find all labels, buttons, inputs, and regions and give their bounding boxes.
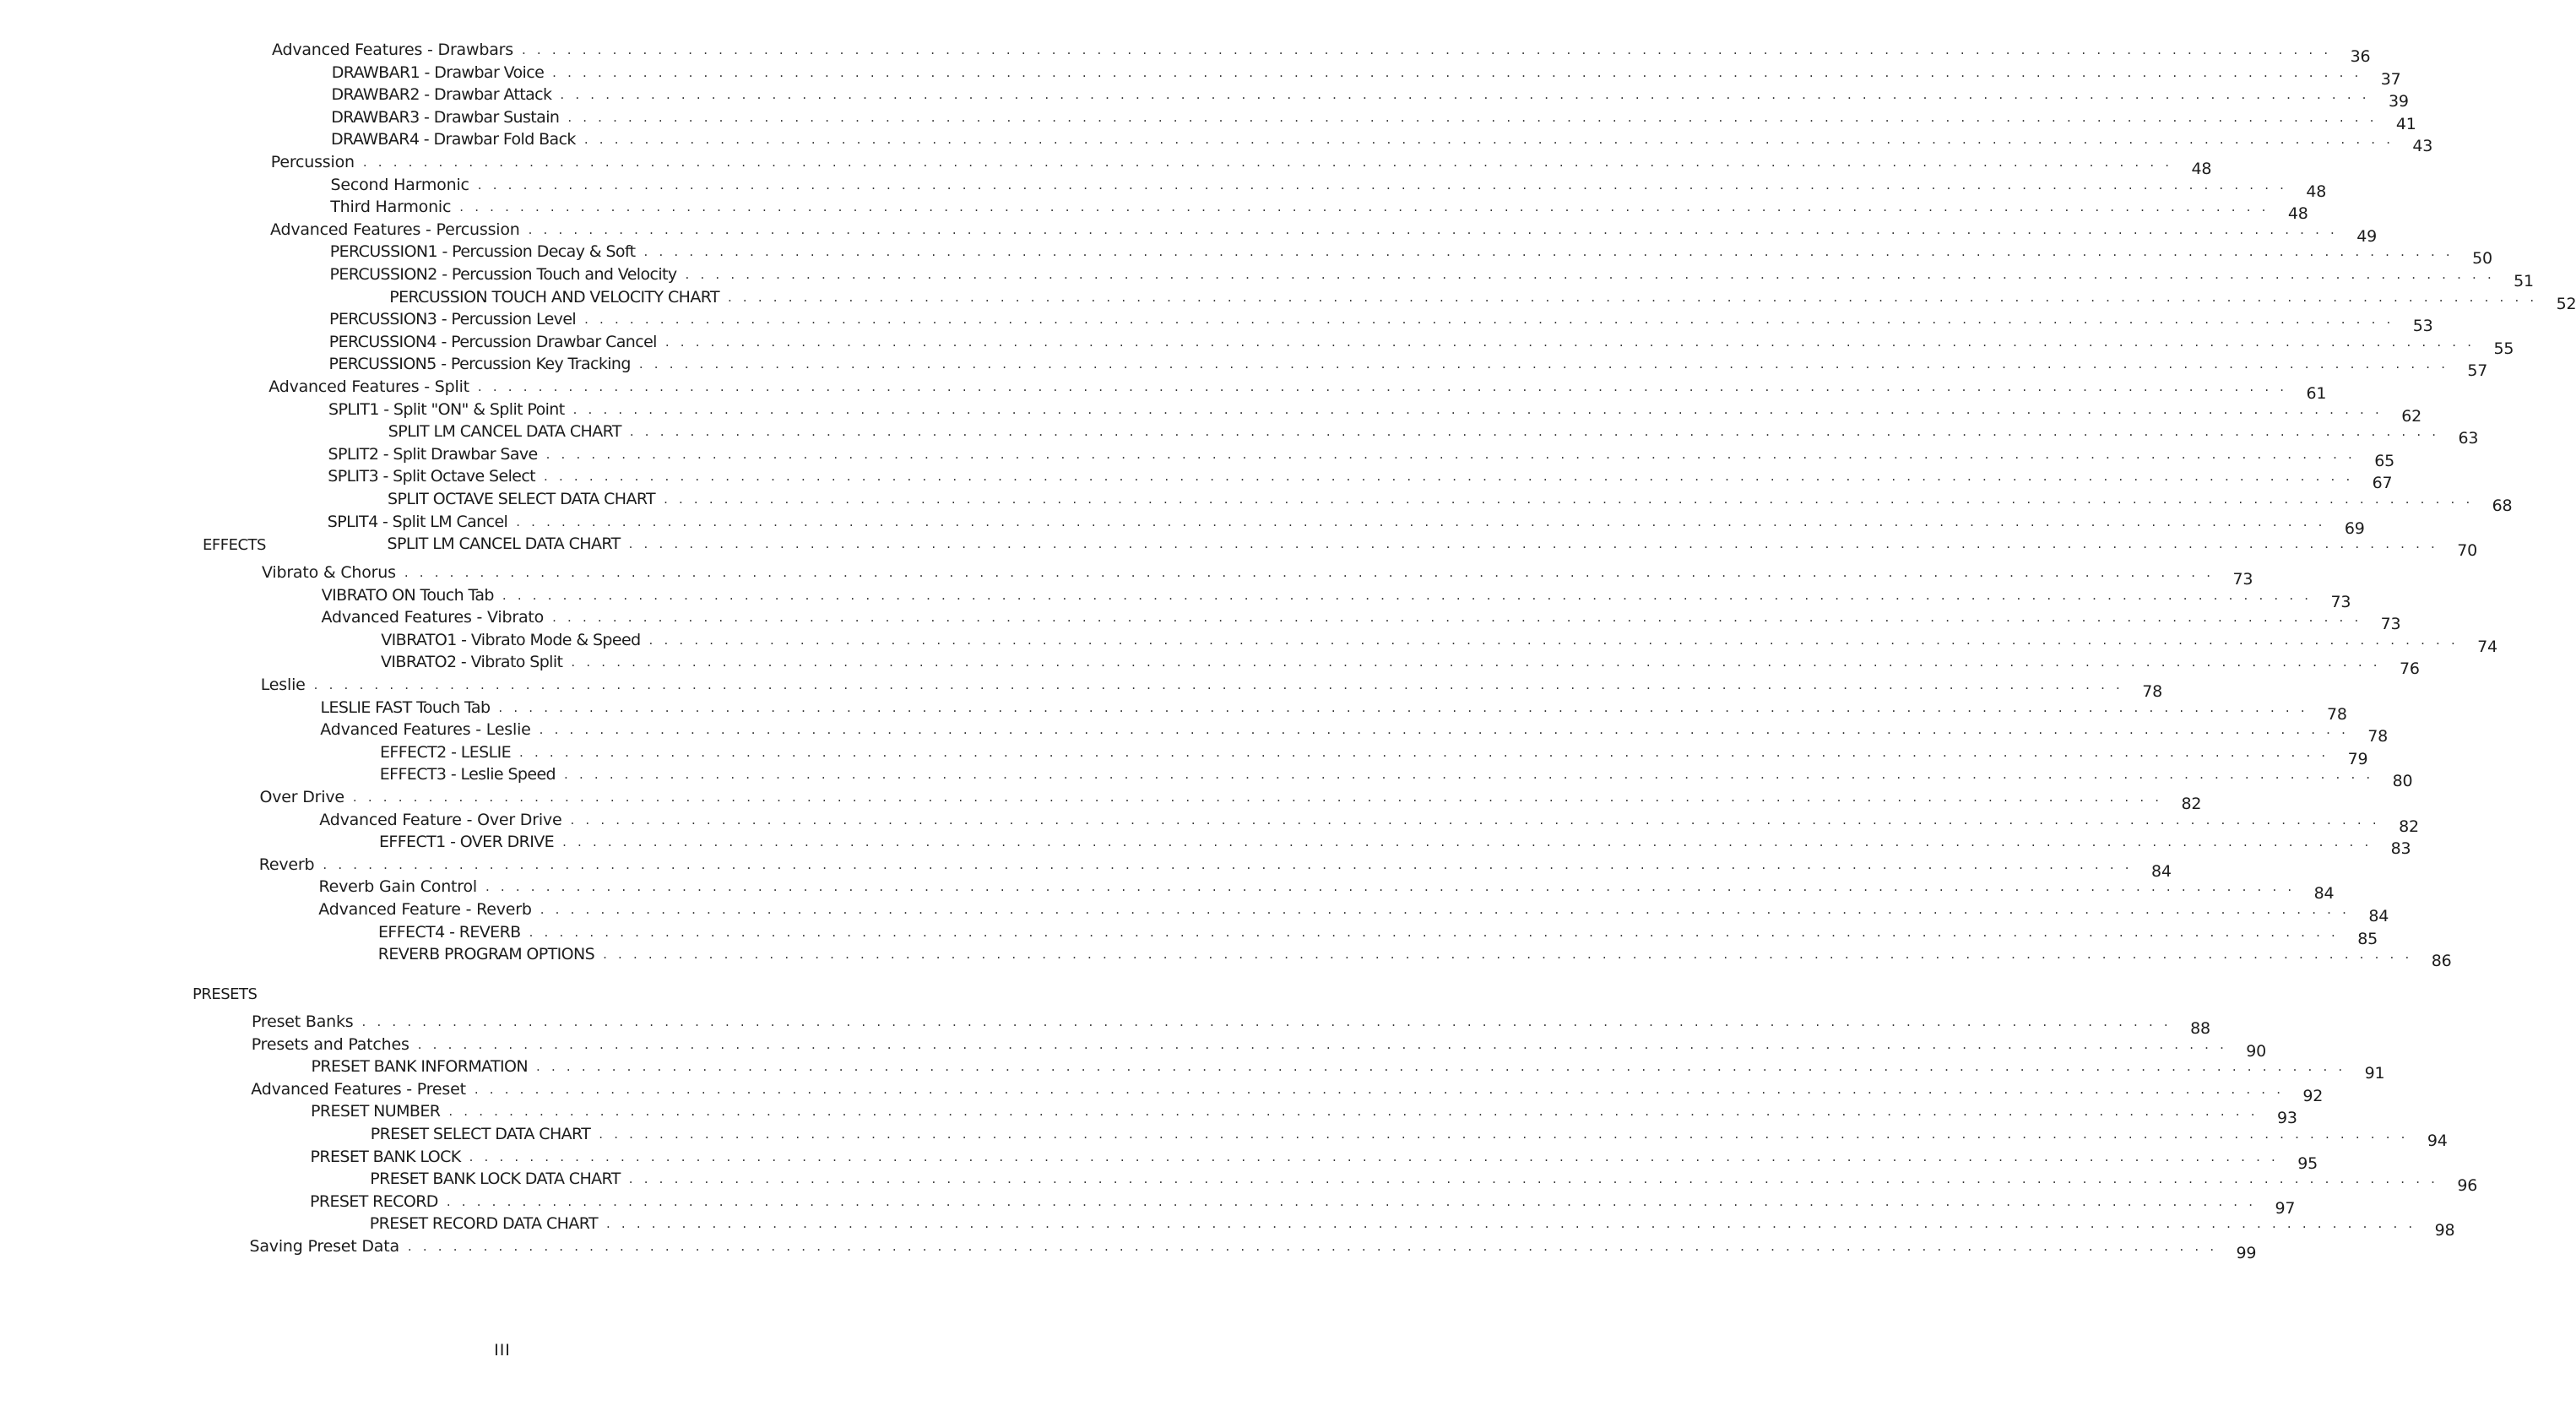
- toc-entry-label: SPLIT1 - Split "ON" & Split Point: [328, 399, 565, 419]
- dot-leader: . . . . . . . . . . . . . . . . . . . . . . . . . . . . . . . . . . . . . . . . . . . . . . . . . . . . . . . . . . . . . . . . . . . . . . . . . . . . . . . . . . . . . . . . . . . . . . . . . . . . . . . . . . . . . . . . . . . . . . . .: [477, 176, 2288, 193]
- toc-entry-label: SPLIT2 - Split Drawbar Save: [328, 444, 538, 464]
- toc-entry-page: 74: [2477, 637, 2497, 656]
- dot-leader: . . . . . . . . . . . . . . . . . . . . . . . . . . . . . . . . . . . . . . . . . . . . . . . . . . . . . . . . . . . . . . . . . . . . . . . . . . . . . . . . . . . . . . . . . . . . . . . . . . . . . . . . . . . . . . . . . . . . . . . .: [362, 155, 2173, 170]
- dot-leader: . . . . . . . . . . . . . . . . . . . . . . . . . . . . . . . . . . . . . . . . . . . . . . . . . . . . . . . . . . . . . . . . . . . . . . . . . . . . . . . . . . . . . . . . . . . . . . . . . . . . . . . . . . . . . . . . . . . . . . . .: [502, 587, 2313, 603]
- toc-entry-label: SPLIT3 - Split Octave Select: [328, 467, 536, 486]
- dot-leader: . . . . . . . . . . . . . . . . . . . . . . . . . . . . . . . . . . . . . . . . . . . . . . . . . . . . . . . . . . . . . . . . . . . . . . . . . . . . . . . . . . . . . . . . . . . . . . . . . . . . . . . . . . . . . . . . . . . . . . . .: [664, 491, 2474, 507]
- dot-leader: . . . . . . . . . . . . . . . . . . . . . . . . . . . . . . . . . . . . . . . . . . . . . . . . . . . . . . . . . . . . . . . . . . . . . . . . . . . . . . . . . . . . . . . . . . . . . . . . . . . . . . . . . . . . . . . . . . . . . . . .: [628, 1171, 2439, 1187]
- toc-entry-label: SPLIT LM CANCEL DATA CHART: [388, 422, 621, 442]
- toc-entry-page: 48: [2287, 204, 2308, 224]
- toc-entry-page: 68: [2492, 497, 2513, 515]
- dot-leader: . . . . . . . . . . . . . . . . . . . . . . . . . . . . . . . . . . . . . . . . . . . . . . . . . . . . . . . . . . . . . . . . . . . . . . . . . . . . . . . . . . . . . . . . . . . . . . . . . . . . . . . . . . . . . . . . . . . . . . . .: [629, 424, 2440, 440]
- dot-leader: . . . . . . . . . . . . . . . . . . . . . . . . . . . . . . . . . . . . . . . . . . . . . . . . . . . . . . . . . . . . . . . . . . . . . . . . . . . . . . . . . . . . . . . . . . . . . . . . . . . . . . . . . . . . . . . . . . . . . . . .: [516, 513, 2326, 529]
- toc-entry[interactable]: [310, 1189, 2296, 1218]
- toc-entry-label: PERCUSSION2 - Percussion Touch and Velocity: [329, 265, 677, 284]
- toc-entry-page: 55: [2493, 339, 2514, 358]
- toc-entry[interactable]: [252, 1009, 2210, 1038]
- toc-entry-label: SPLIT OCTAVE SELECT DATA CHART: [388, 490, 656, 508]
- toc-entry-page: 48: [2306, 182, 2327, 201]
- toc-entry-page: 50: [2472, 249, 2492, 269]
- toc-entry-page: 43: [2412, 137, 2433, 156]
- dot-leader: . . . . . . . . . . . . . . . . . . . . . . . . . . . . . . . . . . . . . . . . . . . . . . . . . . . . . . . . . . . . . . . . . . . . . . . . . . . . . . . . . . . . . . . . . . . . . . . . . . . . . . . . . . . . . . . . . . . . . . . .: [521, 42, 2332, 57]
- toc-entry-label: EFFECT3 - Leslie Speed: [379, 765, 556, 784]
- toc-entry-page: 83: [2390, 839, 2411, 859]
- toc-entry-page: 84: [2368, 907, 2389, 925]
- toc-entry[interactable]: [327, 509, 2365, 538]
- dot-leader: . . . . . . . . . . . . . . . . . . . . . . . . . . . . . . . . . . . . . . . . . . . . . . . . . . . . . . . . . . . . . . . . . . . . . . . . . . . . . . . . . . . . . . . . . . . . . . . . . . . . . . . . . . . . . . . . . . . . . . . .: [459, 199, 2270, 215]
- toc-entry-page: 78: [2142, 682, 2163, 701]
- dot-leader: . . . . . . . . . . . . . . . . . . . . . . . . . . . . . . . . . . . . . . . . . . . . . . . . . . . . . . . . . . . . . . . . . . . . . . . . . . . . . . . . . . . . . . . . . . . . . . . . . . . . . . . . . . . . . . . . . . . . . . . .: [727, 289, 2538, 305]
- toc-entry-page: 82: [2399, 817, 2419, 836]
- toc-entry[interactable]: [370, 1166, 2478, 1196]
- toc-entry[interactable]: [329, 262, 2534, 290]
- toc-entry[interactable]: [369, 1211, 2455, 1240]
- toc-entry-page: 88: [2190, 1019, 2210, 1038]
- dot-leader: . . . . . . . . . . . . . . . . . . . . . . . . . . . . . . . . . . . . . . . . . . . . . . . . . . . . . . . . . . . . . . . . . . . . . . . . . . . . . . . . . . . . . . . . . . . . . . . . . . . . . . . . . . . . . . . . . . . . . . . .: [560, 87, 2370, 103]
- toc-entry[interactable]: [331, 60, 2401, 89]
- dot-leader: . . . . . . . . . . . . . . . . . . . . . . . . . . . . . . . . . . . . . . . . . . . . . . . . . . . . . . . . . . . . . . . . . . . . . . . . . . . . . . . . . . . . . . . . . . . . . . . . . . . . . . . . . . . . . . . . . . . . . . . .: [545, 446, 2356, 462]
- dot-leader: . . . . . . . . . . . . . . . . . . . . . . . . . . . . . . . . . . . . . . . . . . . . . . . . . . . . . . . . . . . . . . . . . . . . . . . . . . . . . . . . . . . . . . . . . . . . . . . . . . . . . . . . . . . . . . . . . . . . . . . .: [562, 834, 2373, 850]
- dot-leader: . . . . . . . . . . . . . . . . . . . . . . . . . . . . . . . . . . . . . . . . . . . . . . . . . . . . . . . . . . . . . . . . . . . . . . . . . . . . . . . . . . . . . . . . . . . . . . . . . . . . . . . . . . . . . . . . . . . . . . . .: [599, 1126, 2409, 1142]
- dot-leader: . . . . . . . . . . . . . . . . . . . . . . . . . . . . . . . . . . . . . . . . . . . . . . . . . . . . . . . . . . . . . . . . . . . . . . . . . . . . . . . . . . . . . . . . . . . . . . . . . . . . . . . . . . . . . . . . . . . . . . . .: [606, 1216, 2416, 1232]
- toc-entry-page: 39: [2389, 92, 2409, 111]
- dot-leader: . . . . . . . . . . . . . . . . . . . . . . . . . . . . . . . . . . . . . . . . . . . . . . . . . . . . . . . . . . . . . . . . . . . . . . . . . . . . . . . . . . . . . . . . . . . . . . . . . . . . . . . . . . . . . . . . . . . . . . . .: [528, 221, 2338, 237]
- toc-entry-label: DRAWBAR2 - Drawbar Attack: [331, 85, 552, 105]
- toc-entry-page: 63: [2458, 429, 2479, 448]
- toc-entry[interactable]: [330, 194, 2308, 224]
- toc-entry[interactable]: [380, 740, 2368, 768]
- toc-entry[interactable]: [370, 1121, 2448, 1150]
- dot-leader: . . . . . . . . . . . . . . . . . . . . . . . . . . . . . . . . . . . . . . . . . . . . . . . . . . . . . . . . . . . . . . . . . . . . . . . . . . . . . . . . . . . . . . . . . . . . . . . . . . . . . . . . . . . . . . . . . . . . . . . .: [417, 1036, 2228, 1052]
- dot-leader: . . . . . . . . . . . . . . . . . . . . . . . . . . . . . . . . . . . . . . . . . . . . . . . . . . . . . . . . . . . . . . . . . . . . . . . . . . . . . . . . . . . . . . . . . . . . . . . . . . . . . . . . . . . . . . . . . . . . . . . .: [407, 1239, 2218, 1254]
- toc-entry-page: 78: [2367, 727, 2389, 746]
- toc-entry[interactable]: [381, 649, 2420, 679]
- toc-entry-label: Advanced Features - Preset: [251, 1079, 466, 1099]
- toc-entry-label: Presets and Patches: [251, 1034, 409, 1054]
- toc-entry-label: PERCUSSION1 - Percussion Decay & Soft: [329, 242, 636, 262]
- toc-entry-label: LESLIE FAST Touch Tab: [320, 697, 491, 717]
- toc-entry[interactable]: [268, 374, 2327, 403]
- toc-entry-label: PERCUSSION5 - Percussion Key Tracking: [328, 355, 631, 374]
- toc-entry-page: 91: [2364, 1064, 2385, 1083]
- toc-entry-label: DRAWBAR1 - Drawbar Voice: [331, 62, 545, 82]
- toc-entry-page: 65: [2374, 451, 2394, 470]
- dot-leader: . . . . . . . . . . . . . . . . . . . . . . . . . . . . . . . . . . . . . . . . . . . . . . . . . . . . . . . . . . . . . . . . . . . . . . . . . . . . . . . . . . . . . . . . . . . . . . . . . . . . . . . . . . . . . . . . . . . . . . . .: [685, 267, 2495, 282]
- toc-entry-label: Advanced Features - Leslie: [320, 720, 531, 740]
- toc-entry-page: 51: [2514, 272, 2534, 290]
- dot-leader: . . . . . . . . . . . . . . . . . . . . . . . . . . . . . . . . . . . . . . . . . . . . . . . . . . . . . . . . . . . . . . . . . . . . . . . . . . . . . . . . . . . . . . . . . . . . . . . . . . . . . . . . . . . . . . . . . . . . . . . .: [474, 1081, 2285, 1097]
- toc-entry-page: 41: [2395, 114, 2416, 133]
- dot-leader: . . . . . . . . . . . . . . . . . . . . . . . . . . . . . . . . . . . . . . . . . . . . . . . . . . . . . . . . . . . . . . . . . . . . . . . . . . . . . . . . . . . . . . . . . . . . . . . . . . . . . . . . . . . . . . . . . . . . . . . .: [567, 109, 2378, 125]
- dot-leader: . . . . . . . . . . . . . . . . . . . . . . . . . . . . . . . . . . . . . . . . . . . . . . . . . . . . . . . . . . . . . . . . . . . . . . . . . . . . . . . . . . . . . . . . . . . . . . . . . . . . . . . . . . . . . . . . . . . . . . . .: [603, 947, 2413, 963]
- toc-entry-label: Over Drive: [259, 788, 344, 806]
- toc-entry[interactable]: [328, 464, 2393, 493]
- toc-entry[interactable]: [318, 874, 2335, 904]
- dot-leader: . . . . . . . . . . . . . . . . . . . . . . . . . . . . . . . . . . . . . . . . . . . . . . . . . . . . . . . . . . . . . . . . . . . . . . . . . . . . . . . . . . . . . . . . . . . . . . . . . . . . . . . . . . . . . . . . . . . . . . . .: [536, 1059, 2346, 1075]
- toc-entry-label: EFFECT4 - REVERB: [378, 922, 521, 942]
- toc-entry[interactable]: [387, 531, 2477, 561]
- toc-entry[interactable]: [388, 486, 2513, 515]
- dot-leader: . . . . . . . . . . . . . . . . . . . . . . . . . . . . . . . . . . . . . . . . . . . . . . . . . . . . . . . . . . . . . . . . . . . . . . . . . . . . . . . . . . . . . . . . . . . . . . . . . . . . . . . . . . . . . . . . . . . . . . . .: [570, 811, 2380, 828]
- toc-entry-page: 37: [2380, 69, 2401, 89]
- toc-entry[interactable]: [377, 942, 2452, 971]
- section-heading: PRESETS: [193, 985, 258, 1003]
- toc-entry[interactable]: [330, 172, 2327, 201]
- toc-entry-label: PRESET SELECT DATA CHART: [370, 1125, 591, 1143]
- toc-entry[interactable]: [389, 285, 2576, 313]
- toc-entry-page: 36: [2350, 47, 2371, 66]
- dot-leader: . . . . . . . . . . . . . . . . . . . . . . . . . . . . . . . . . . . . . . . . . . . . . . . . . . . . . . . . . . . . . . . . . . . . . . . . . . . . . . . . . . . . . . . . . . . . . . . . . . . . . . . . . . . . . . . . . . . . . . . .: [628, 536, 2438, 552]
- dot-leader: . . . . . . . . . . . . . . . . . . . . . . . . . . . . . . . . . . . . . . . . . . . . . . . . . . . . . . . . . . . . . . . . . . . . . . . . . . . . . . . . . . . . . . . . . . . . . . . . . . . . . . . . . . . . . . . . . . . . . . . .: [664, 334, 2476, 350]
- toc-entry-label: Advanced Feature - Reverb: [318, 900, 532, 919]
- dot-leader: . . . . . . . . . . . . . . . . . . . . . . . . . . . . . . . . . . . . . . . . . . . . . . . . . . . . . . . . . . . . . . . . . . . . . . . . . . . . . . . . . . . . . . . . . . . . . . . . . . . . . . . . . . . . . . . . . . . . . . . .: [540, 902, 2351, 917]
- toc-entry[interactable]: [251, 1032, 2267, 1061]
- toc-entry-label: EFFECT2 - LESLIE: [380, 742, 512, 762]
- toc-entry[interactable]: [331, 127, 2433, 156]
- toc-entry-page: 96: [2457, 1176, 2478, 1196]
- toc-entry-label: SPLIT4 - Split LM Cancel: [327, 512, 508, 531]
- toc-entry[interactable]: [311, 1099, 2297, 1128]
- toc-entry-label: Saving Preset Data: [249, 1237, 399, 1256]
- toc-entry[interactable]: [270, 217, 2377, 246]
- toc-entry-page: 97: [2275, 1198, 2296, 1218]
- toc-entry-page: 85: [2357, 929, 2378, 948]
- toc-entry-label: VIBRATO1 - Vibrato Mode & Speed: [381, 630, 641, 649]
- toc-entry-page: 79: [2347, 749, 2368, 768]
- toc-entry[interactable]: [331, 82, 2409, 111]
- toc-entry-page: 52: [2556, 294, 2576, 313]
- toc-entry-page: 92: [2302, 1086, 2324, 1105]
- toc-entry[interactable]: [251, 1077, 2324, 1105]
- toc-entry-label: REVERB PROGRAM OPTIONS: [377, 945, 595, 964]
- toc-entry-label: PRESET BANK INFORMATION: [311, 1057, 529, 1077]
- toc-entry-page: 93: [2276, 1109, 2297, 1128]
- toc-entry[interactable]: [321, 605, 2401, 634]
- toc-entry[interactable]: [310, 1144, 2318, 1173]
- toc-entry[interactable]: [311, 1054, 2385, 1083]
- toc-entry[interactable]: [319, 807, 2419, 836]
- toc-entry[interactable]: [331, 105, 2416, 133]
- toc-entry-label: PERCUSSION4 - Percussion Drawbar Cancel: [328, 332, 657, 351]
- toc-entry-label: Leslie: [260, 676, 306, 694]
- toc-entry-label: Reverb Gain Control: [318, 877, 477, 897]
- toc-entry-page: 94: [2427, 1132, 2448, 1150]
- toc-entry-page: 76: [2400, 659, 2420, 679]
- toc-entry[interactable]: [329, 239, 2492, 269]
- toc-entry-page: 84: [2313, 884, 2335, 904]
- toc-entry-page: 84: [2151, 861, 2172, 881]
- toc-entry-label: Advanced Features - Percussion: [270, 220, 520, 239]
- dot-leader: . . . . . . . . . . . . . . . . . . . . . . . . . . . . . . . . . . . . . . . . . . . . . . . . . . . . . . . . . . . . . . . . . . . . . . . . . . . . . . . . . . . . . . . . . . . . . . . . . . . . . . . . . . . . . . . . . . . . . . . .: [564, 767, 2374, 783]
- toc-entry-label: VIBRATO2 - Vibrato Split: [381, 653, 563, 672]
- dot-leader: . . . . . . . . . . . . . . . . . . . . . . . . . . . . . . . . . . . . . . . . . . . . . . . . . . . . . . . . . . . . . . . . . . . . . . . . . . . . . . . . . . . . . . . . . . . . . . . . . . . . . . . . . . . . . . . . . . . . . . . .: [583, 132, 2394, 148]
- dot-leader: . . . . . . . . . . . . . . . . . . . . . . . . . . . . . . . . . . . . . . . . . . . . . . . . . . . . . . . . . . . . . . . . . . . . . . . . . . . . . . . . . . . . . . . . . . . . . . . . . . . . . . . . . . . . . . . . . . . . . . . .: [571, 654, 2381, 670]
- toc-entry[interactable]: [388, 419, 2479, 448]
- toc-entry-label: PERCUSSION TOUCH AND VELOCITY CHART: [389, 287, 719, 307]
- toc-entry-label: Preset Banks: [252, 1012, 354, 1031]
- toc-entry[interactable]: [260, 672, 2163, 701]
- toc-entry[interactable]: [379, 762, 2413, 791]
- dot-leader: . . . . . . . . . . . . . . . . . . . . . . . . . . . . . . . . . . . . . . . . . . . . . . . . . . . . . . . . . . . . . . . . . . . . . . . . . . . . . . . . . . . . . . . . . . . . . . . . . . . . . . . . . . . . . . . . . . . . . . . .: [643, 244, 2454, 260]
- toc-entry[interactable]: [328, 397, 2421, 426]
- toc-entry-page: 73: [2380, 615, 2401, 634]
- toc-entry-label: PRESET RECORD DATA CHART: [369, 1214, 598, 1234]
- toc-entry-label: PRESET BANK LOCK DATA CHART: [370, 1170, 621, 1189]
- toc-entry-label: Third Harmonic: [330, 198, 452, 217]
- toc-entry-label: Advanced Features - Split: [268, 377, 469, 396]
- toc-entry[interactable]: [249, 1234, 2257, 1262]
- dot-leader: . . . . . . . . . . . . . . . . . . . . . . . . . . . . . . . . . . . . . . . . . . . . . . . . . . . . . . . . . . . . . . . . . . . . . . . . . . . . . . . . . . . . . . . . . . . . . . . . . . . . . . . . . . . . . . . . . . . . . . . .: [584, 312, 2394, 328]
- toc-entry[interactable]: [318, 897, 2389, 925]
- toc-entry-label: Reverb: [258, 855, 315, 874]
- toc-entry[interactable]: [259, 784, 2202, 813]
- toc-entry-page: 62: [2401, 406, 2421, 426]
- toc-entry-label: EFFECT1 - OVER DRIVE: [379, 833, 555, 852]
- toc-entry-label: PERCUSSION3 - Percussion Level: [329, 310, 577, 329]
- dot-leader: . . . . . . . . . . . . . . . . . . . . . . . . . . . . . . . . . . . . . . . . . . . . . . . . . . . . . . . . . . . . . . . . . . . . . . . . . . . . . . . . . . . . . . . . . . . . . . . . . . . . . . . . . . . . . . . . . . . . . . . .: [552, 610, 2362, 626]
- toc-entry-label: PRESET RECORD: [310, 1191, 438, 1211]
- toc-entry[interactable]: [270, 149, 2212, 178]
- toc-entry[interactable]: [328, 351, 2488, 381]
- toc-entry-label: PRESET BANK LOCK: [310, 1147, 461, 1166]
- toc-entry-label: DRAWBAR3 - Drawbar Sustain: [331, 107, 560, 127]
- toc-entry-page: 73: [2330, 592, 2351, 611]
- toc-entry[interactable]: [328, 329, 2514, 358]
- toc-entry-page: 98: [2434, 1221, 2455, 1240]
- dot-leader: . . . . . . . . . . . . . . . . . . . . . . . . . . . . . . . . . . . . . . . . . . . . . . . . . . . . . . . . . . . . . . . . . . . . . . . . . . . . . . . . . . . . . . . . . . . . . . . . . . . . . . . . . . . . . . . . . . . . . . . .: [469, 1148, 2279, 1164]
- dot-leader: . . . . . . . . . . . . . . . . . . . . . . . . . . . . . . . . . . . . . . . . . . . . . . . . . . . . . . . . . . . . . . . . . . . . . . . . . . . . . . . . . . . . . . . . . . . . . . . . . . . . . . . . . . . . . . . . . . . . . . . .: [448, 1104, 2259, 1120]
- dot-leader: . . . . . . . . . . . . . . . . . . . . . . . . . . . . . . . . . . . . . . . . . . . . . . . . . . . . . . . . . . . . . . . . . . . . . . . . . . . . . . . . . . . . . . . . . . . . . . . . . . . . . . . . . . . . . . . . . . . . . . . .: [477, 379, 2288, 394]
- dot-leader: . . . . . . . . . . . . . . . . . . . . . . . . . . . . . . . . . . . . . . . . . . . . . . . . . . . . . . . . . . . . . . . . . . . . . . . . . . . . . . . . . . . . . . . . . . . . . . . . . . . . . . . . . . . . . . . . . . . . . . . .: [529, 924, 2339, 940]
- toc-entry-page: 73: [2232, 570, 2253, 589]
- toc-entry-page: 82: [2181, 795, 2202, 813]
- toc-entry-label: SPLIT LM CANCEL DATA CHART: [387, 535, 621, 554]
- toc-entry-label: DRAWBAR4 - Drawbar Fold Back: [331, 130, 576, 149]
- dot-leader: . . . . . . . . . . . . . . . . . . . . . . . . . . . . . . . . . . . . . . . . . . . . . . . . . . . . . . . . . . . . . . . . . . . . . . . . . . . . . . . . . . . . . . . . . . . . . . . . . . . . . . . . . . . . . . . . . . . . . . . .: [485, 879, 2296, 895]
- toc-entry-page: 53: [2412, 317, 2433, 336]
- toc-entry[interactable]: [320, 695, 2347, 724]
- dot-leader: . . . . . . . . . . . . . . . . . . . . . . . . . . . . . . . . . . . . . . . . . . . . . . . . . . . . . . . . . . . . . . . . . . . . . . . . . . . . . . . . . . . . . . . . . . . . . . . . . . . . . . . . . . . . . . . . . . . . . . . .: [404, 565, 2215, 580]
- section-heading: EFFECTS: [203, 536, 266, 554]
- toc-entry[interactable]: [272, 37, 2371, 66]
- toc-entry[interactable]: [258, 852, 2172, 881]
- toc-entry-page: 80: [2392, 772, 2413, 791]
- toc-entry[interactable]: [381, 627, 2497, 656]
- dot-leader: . . . . . . . . . . . . . . . . . . . . . . . . . . . . . . . . . . . . . . . . . . . . . . . . . . . . . . . . . . . . . . . . . . . . . . . . . . . . . . . . . . . . . . . . . . . . . . . . . . . . . . . . . . . . . . . . . . . . . . . .: [446, 1193, 2257, 1209]
- toc-entry[interactable]: [379, 829, 2411, 859]
- toc-entry-page: 95: [2297, 1153, 2318, 1173]
- toc-entry[interactable]: [378, 920, 2378, 948]
- dot-leader: . . . . . . . . . . . . . . . . . . . . . . . . . . . . . . . . . . . . . . . . . . . . . . . . . . . . . . . . . . . . . . . . . . . . . . . . . . . . . . . . . . . . . . . . . . . . . . . . . . . . . . . . . . . . . . . . . . . . . . . .: [552, 64, 2362, 80]
- dot-leader: . . . . . . . . . . . . . . . . . . . . . . . . . . . . . . . . . . . . . . . . . . . . . . . . . . . . . . . . . . . . . . . . . . . . . . . . . . . . . . . . . . . . . . . . . . . . . . . . . . . . . . . . . . . . . . . . . . . . . . . .: [323, 856, 2133, 872]
- toc-entry-label: Advanced Feature - Over Drive: [319, 810, 562, 829]
- dot-leader: . . . . . . . . . . . . . . . . . . . . . . . . . . . . . . . . . . . . . . . . . . . . . . . . . . . . . . . . . . . . . . . . . . . . . . . . . . . . . . . . . . . . . . . . . . . . . . . . . . . . . . . . . . . . . . . . . . . . . . . .: [544, 469, 2354, 485]
- toc-entry-page: 48: [2191, 160, 2212, 178]
- dot-leader: . . . . . . . . . . . . . . . . . . . . . . . . . . . . . . . . . . . . . . . . . . . . . . . . . . . . . . . . . . . . . . . . . . . . . . . . . . . . . . . . . . . . . . . . . . . . . . . . . . . . . . . . . . . . . . . . . . . . . . . .: [638, 356, 2449, 372]
- toc-entry-label: Vibrato & Chorus: [262, 563, 396, 582]
- dot-leader: . . . . . . . . . . . . . . . . . . . . . . . . . . . . . . . . . . . . . . . . . . . . . . . . . . . . . . . . . . . . . . . . . . . . . . . . . . . . . . . . . . . . . . . . . . . . . . . . . . . . . . . . . . . . . . . . . . . . . . . .: [361, 1014, 2172, 1029]
- toc-entry-label: Advanced Features - Vibrato: [321, 608, 545, 627]
- toc-entry-page: 78: [2327, 704, 2347, 724]
- toc-entry-page: 99: [2236, 1244, 2257, 1262]
- toc-entry-label: Percussion: [270, 153, 355, 171]
- toc-entry-page: 67: [2372, 474, 2393, 493]
- toc-entry-label: VIBRATO ON Touch Tab: [321, 585, 494, 605]
- toc-entry-page: 86: [2431, 952, 2452, 971]
- toc-entry[interactable]: [320, 717, 2389, 746]
- toc-entry-page: 90: [2246, 1041, 2267, 1061]
- dot-leader: . . . . . . . . . . . . . . . . . . . . . . . . . . . . . . . . . . . . . . . . . . . . . . . . . . . . . . . . . . . . . . . . . . . . . . . . . . . . . . . . . . . . . . . . . . . . . . . . . . . . . . . . . . . . . . . . . . . . . . . .: [498, 699, 2308, 715]
- toc-entry-page: 61: [2306, 384, 2327, 403]
- dot-leader: . . . . . . . . . . . . . . . . . . . . . . . . . . . . . . . . . . . . . . . . . . . . . . . . . . . . . . . . . . . . . . . . . . . . . . . . . . . . . . . . . . . . . . . . . . . . . . . . . . . . . . . . . . . . . . . . . . . . . . . .: [539, 722, 2350, 738]
- toc-entry-page: 57: [2467, 361, 2488, 381]
- toc-entry[interactable]: [329, 307, 2433, 336]
- toc-entry-page: 69: [2344, 518, 2365, 538]
- toc-entry[interactable]: [262, 560, 2253, 589]
- toc-entry-label: Advanced Features - Drawbars: [272, 41, 513, 59]
- page-number: III: [494, 1341, 511, 1360]
- toc-entry-page: 70: [2457, 541, 2477, 561]
- dot-leader: . . . . . . . . . . . . . . . . . . . . . . . . . . . . . . . . . . . . . . . . . . . . . . . . . . . . . . . . . . . . . . . . . . . . . . . . . . . . . . . . . . . . . . . . . . . . . . . . . . . . . . . . . . . . . . . . . . . . . . . .: [648, 632, 2459, 648]
- toc-entry-page: 49: [2356, 226, 2377, 246]
- dot-leader: . . . . . . . . . . . . . . . . . . . . . . . . . . . . . . . . . . . . . . . . . . . . . . . . . . . . . . . . . . . . . . . . . . . . . . . . . . . . . . . . . . . . . . . . . . . . . . . . . . . . . . . . . . . . . . . . . . . . . . . .: [572, 401, 2383, 417]
- dot-leader: . . . . . . . . . . . . . . . . . . . . . . . . . . . . . . . . . . . . . . . . . . . . . . . . . . . . . . . . . . . . . . . . . . . . . . . . . . . . . . . . . . . . . . . . . . . . . . . . . . . . . . . . . . . . . . . . . . . . . . . .: [519, 744, 2329, 760]
- toc-entry[interactable]: [321, 583, 2351, 611]
- toc-entry-label: Second Harmonic: [330, 175, 469, 194]
- toc-entry[interactable]: [328, 442, 2394, 470]
- dot-leader: . . . . . . . . . . . . . . . . . . . . . . . . . . . . . . . . . . . . . . . . . . . . . . . . . . . . . . . . . . . . . . . . . . . . . . . . . . . . . . . . . . . . . . . . . . . . . . . . . . . . . . . . . . . . . . . . . . . . . . . .: [313, 677, 2124, 692]
- toc-entry-label: PRESET NUMBER: [311, 1102, 441, 1121]
- dot-leader: . . . . . . . . . . . . . . . . . . . . . . . . . . . . . . . . . . . . . . . . . . . . . . . . . . . . . . . . . . . . . . . . . . . . . . . . . . . . . . . . . . . . . . . . . . . . . . . . . . . . . . . . . . . . . . . . . . . . . . . .: [352, 790, 2163, 805]
